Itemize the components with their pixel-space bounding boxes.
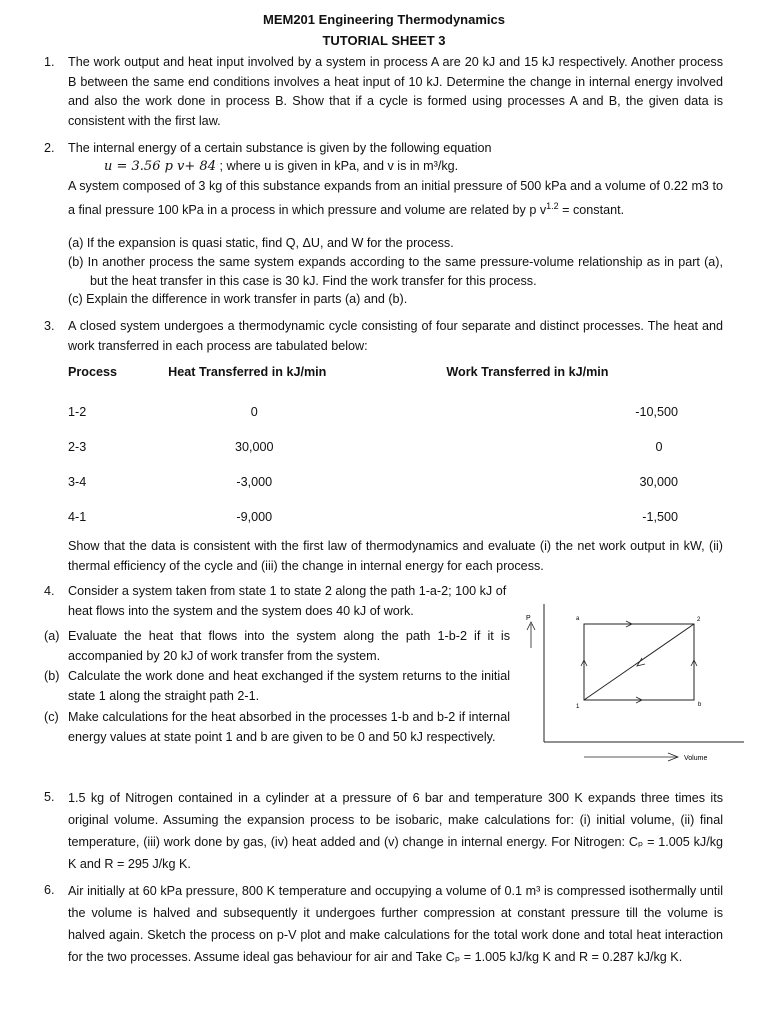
- table-row: [68, 382, 768, 394]
- q3-intro: A closed system undergoes a thermodynamic cycle consisting of four separate and distinct processes. The heat and work transferred in each process are tabulated below:: [68, 319, 723, 353]
- q2-part-a: (a) If the expansion is quasi static, find Q, ΔU, and W for the process.: [68, 236, 454, 250]
- point-a-label: a: [576, 616, 580, 622]
- volume-axis-label: Volume: [684, 755, 708, 762]
- q4-part-label: (a): [44, 629, 60, 643]
- q2-body-text: A system composed of 3 kg of this substance expands from an initial pressure of 500 kPa and a volume of 0.22 m3 to a final pressure 100 kPa in a process in which pressure and volume are related by p v: [68, 179, 723, 217]
- q2-part-c: (c) Explain the difference in work transfer in parts (a) and (b).: [68, 292, 408, 306]
- process-table: [68, 362, 768, 534]
- point-b-label: b: [698, 702, 702, 708]
- q3-outro: Show that the data is consistent with the first law of thermodynamics and evaluate (i) the net work output in kW, (ii) thermal efficiency of the cycle and (iii) the change in internal energy for each process.: [68, 539, 723, 573]
- q4-part-text: Make calculations for the heat absorbed in the processes 1-b and b-2 if internal energy values at state point 1 and b are given to be 0 and 50 kJ respectively.: [68, 710, 510, 744]
- p-axis-label: P: [526, 615, 531, 622]
- q2-body: [68, 177, 723, 220]
- q4-part-c: [44, 708, 510, 747]
- table-row: [68, 499, 768, 534]
- q1-number: 1.: [44, 55, 55, 69]
- q6-number: 6.: [44, 883, 55, 897]
- q2-intro: The internal energy of a certain substance is given by the following equation: [68, 141, 492, 155]
- q4-part-b: [44, 667, 510, 706]
- q4-number: 4.: [44, 584, 55, 598]
- table-cell: 30,000: [639, 474, 678, 489]
- document-title: MEM201 Engineering Thermodynamics: [262, 12, 505, 27]
- table-cell: 3-4: [68, 474, 87, 489]
- pv-diagram: [518, 600, 748, 770]
- q2-equation-note: ; where u is given in kPa, and v is in m³/kg.: [219, 159, 459, 173]
- q2-number: 2.: [44, 141, 55, 155]
- q4-intro: Consider a system taken from state 1 to state 2 along the path 1-a-2; 100 kJ of heat flows into the system and the system does 40 kJ of work.: [68, 584, 507, 618]
- q4-part-a: [44, 627, 510, 666]
- q6-text: Air initially at 60 kPa pressure, 800 K temperature and occupying a volume of 0.1 m³ is compressed isothermally until the volume is halved and subsequently it undergoes further compression at constant pressure till the volume is halved again. Sketch the process on p-V plot and make calculations for the total work done and total heat interaction for the two processes. Assume ideal gas behaviour for air and Take Cₚ = 1.005 kJ/kg K and R = 0.287 kJ/kg K.: [68, 884, 723, 964]
- table-cell: 2-3: [68, 439, 87, 454]
- q2-part-b: [68, 253, 723, 290]
- q3-number: 3.: [44, 319, 55, 333]
- q4-part-label: (c): [44, 710, 59, 724]
- table-cell: 30,000: [234, 439, 274, 454]
- table-cell: -3,000: [236, 474, 273, 489]
- table-cell: 0: [655, 439, 663, 454]
- q2-equation: u = 3.56 p v+ 84: [104, 159, 216, 174]
- point-1-label: 1: [576, 704, 580, 710]
- q2-body-end: = constant.: [558, 202, 625, 217]
- table-header-row: [68, 362, 768, 382]
- table-row: [68, 394, 768, 429]
- table-row: [68, 464, 768, 499]
- q4-part-text: Evaluate the heat that flows into the system along the path 1-b-2 if it is accompanied by 20 kJ of work transfer from the system.: [68, 629, 510, 663]
- q2-part-b-text: (b) In another process the same system expands according to the same pressure-volume relationship as in part (a), but the heat transfer in this case is 30 kJ. Find the work transfer for this process.: [68, 255, 723, 288]
- table-cell: 1-2: [68, 404, 87, 419]
- q2-exponent: 1.2: [546, 200, 559, 211]
- table-cell: 4-1: [68, 509, 87, 524]
- sheet-title: TUTORIAL SHEET 3: [322, 33, 446, 48]
- table-row: [68, 429, 768, 464]
- table-cell: -1,500: [642, 509, 678, 524]
- q1-text: The work output and heat input involved by a system in process A are 20 kJ and 15 kJ respectively. Another process B between the same end conditions involves a heat input of 10 kJ. Determine the change in internal energy involved and also the work done in process B. Show that if a cycle is formed using processes A and B, the given data is consistent with the first law.: [68, 55, 723, 128]
- table-cell: -10,500: [635, 404, 678, 419]
- path-2-1-line: [584, 624, 694, 700]
- point-2-label: 2: [697, 617, 701, 623]
- table-cell: -9,000: [236, 509, 273, 524]
- table-header-process: Process: [68, 365, 118, 379]
- q5-text: 1.5 kg of Nitrogen contained in a cylinder at a pressure of 6 bar and temperature 300 K expands three times its original volume. Assuming the expansion process to be isobaric, make calculations for: (i) initial volume, (ii) final temperature, (iii) work done by gas, (iv) heat added and (v) change in internal energy. For Nitrogen: Cₚ = 1.005 kJ/kg K and R = 295 J/kg K.: [68, 791, 723, 871]
- table-header-work: Work Transferred in kJ/min: [446, 365, 609, 379]
- table-header-heat: Heat Transferred in kJ/min: [168, 365, 327, 379]
- q4-part-label: (b): [44, 669, 60, 683]
- q5-number: 5.: [44, 790, 55, 804]
- table-cell: 0: [250, 404, 258, 419]
- q2-equation-line: [104, 157, 458, 176]
- q4-part-text: Calculate the work done and heat exchanged if the system returns to the initial state 1 along the straight path 2-1.: [68, 669, 510, 703]
